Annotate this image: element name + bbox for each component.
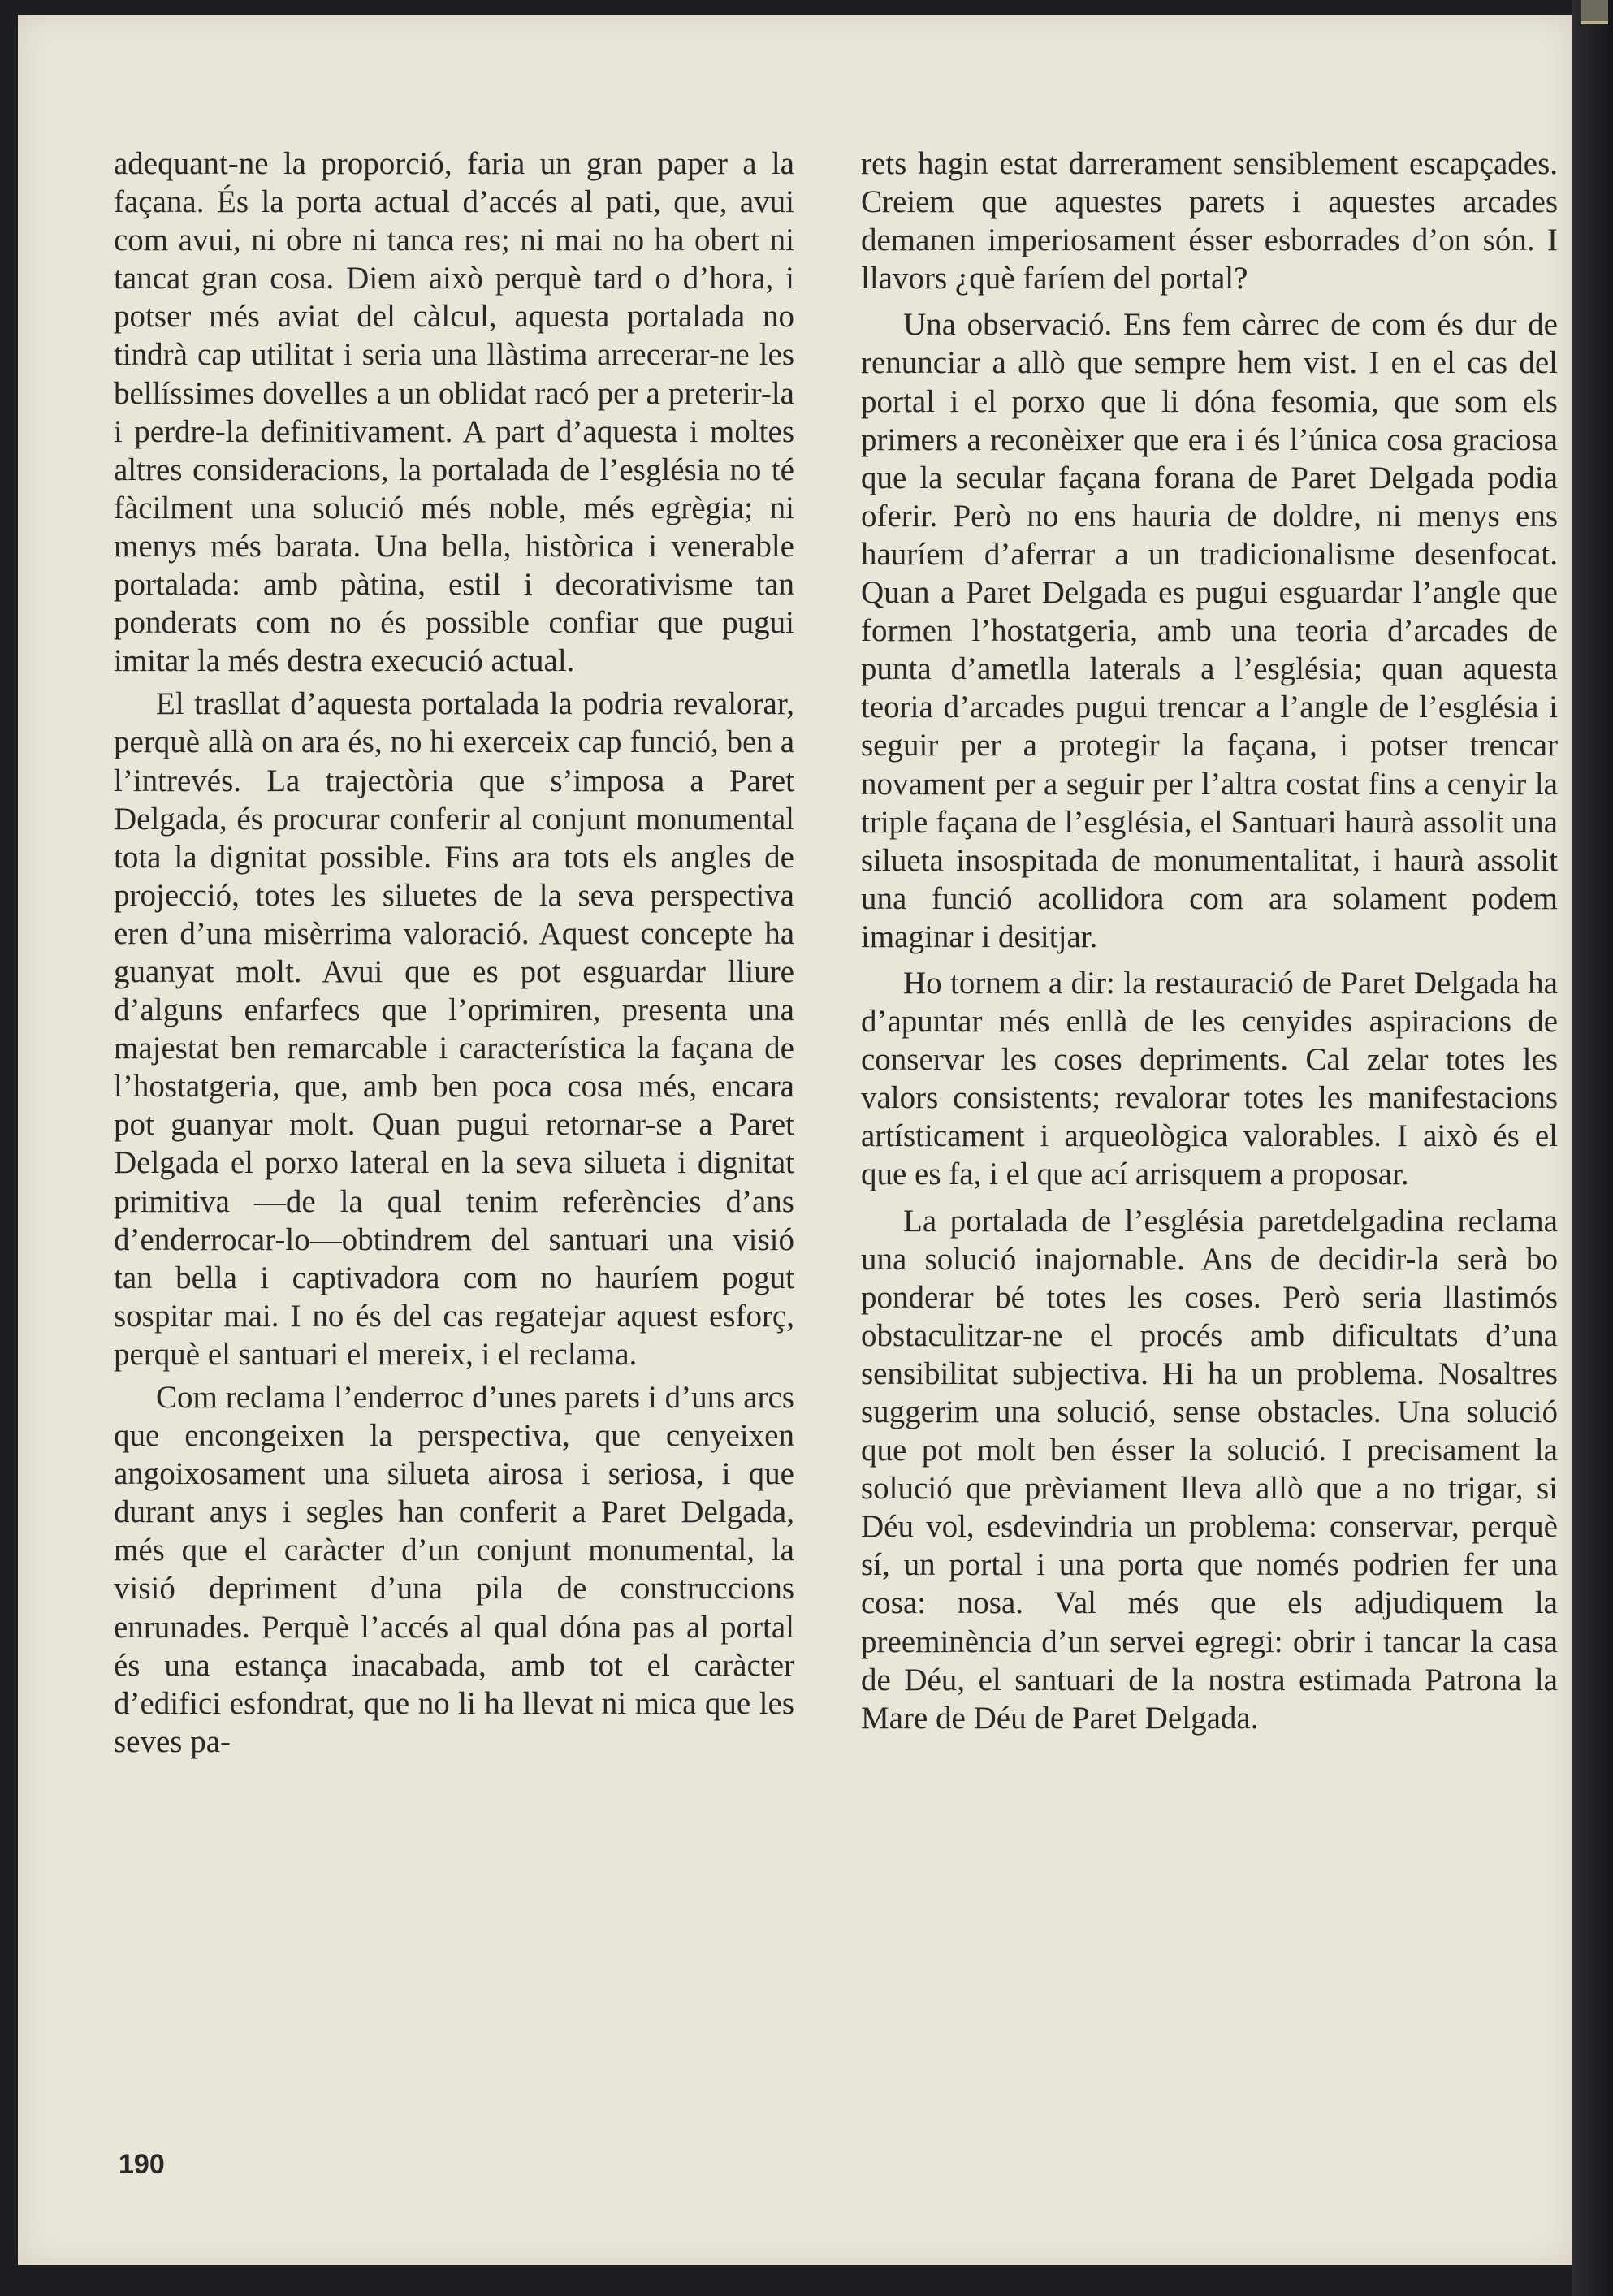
corner-mark — [1581, 0, 1608, 24]
left-column — [114, 145, 794, 1761]
right-column — [861, 145, 1558, 1737]
paragraph: El trasllat d’aquesta portalada la podria revalorar, perquè allà on ara és, no hi exerceix cap funció, ben a l’intrevés. La trajectòria que s’imposa a Paret Delgada, és procurar conferir al conjunt monumental tota la dignitat possible. Fins ara tots els angles de projecció, totes les siluetes de la seva perspectiva eren d’una misèrrima valoració. Aquest concepte ha guanyat molt. Avui que es pot esguardar lliure d’alguns enfarfecs que l’oprimiren, presenta una majestat ben remarcable i característica la façana de l’hostatgeria, que, amb ben poca cosa més, encara pot guanyar molt. Quan pugui retornar-se a Paret Delgada el porxo lateral en la seva silueta i dignitat primitiva —de la qual tenim referències d’ans d’enderrocar-lo—obtindrem del santuari una visió tan bella i captivadora com no hauríem pogut sospitar mai. I no és del cas regatejar aquest esforç, perquè el santuari el mereix, i el reclama. — [114, 686, 794, 1372]
paragraph: rets hagin estat darrerament sensiblement escapçades. Creiem que aquestes parets i aquestes arcades demanen imperiosament ésser esborrades d’on són. I llavors ¿què faríem del portal? — [861, 146, 1558, 296]
paragraph: adequant-ne la proporció, faria un gran paper a la façana. És la porta actual d’accés al pati, que, avui com avui, ni obre ni tanca res; ni mai no ha obert ni tancat gran cosa. Diem això perquè tard o d’hora, i potser més aviat del càlcul, aquesta portalada no tindrà cap utilitat i seria una llàstima arrecerar-ne les bellíssimes dovelles a un oblidat racó per a preterir-la i perdre-la definitivament. A part d’aquesta i moltes altres consideracions, la portalada de l’església no té fàcilment una solució més noble, més egrègia; ni menys més barata. Una bella, històrica i venerable portalada: amb pàtina, estil i decorativisme tan ponderats com no és possible confiar que pugui imitar la més destra execució actual. — [114, 146, 794, 679]
page-number: 190 — [119, 2149, 165, 2180]
paragraph: Una observació. Ens fem càrrec de com és dur de renunciar a allò que sempre hem vist. I en el cas del portal i el porxo que li dóna fesomia, que som els primers a reconèixer que era i és l’única cosa graciosa que la secular façana forana de Paret Delgada podia oferir. Però no ens hauria de doldre, ni menys ens hauríem d’aferrar a un tradicionalisme desenfocat. Quan a Paret Delgada es pugui esguardar l’angle que formen l’hostatgeria, amb una teoria d’arcades de punta d’ametlla laterals a l’església; quan aquesta teoria d’arcades pugui trencar a l’angle de l’església i seguir per a protegir la façana, i potser trencar novament per a seguir per l’altra costat fins a cenyir la triple façana de l’església, el Santuari haurà assolit una silueta insospitada de monumentalitat, i haurà assolit una funció acollidora com ara solament podem imaginar i desitjar. — [861, 307, 1558, 954]
paragraph: La portalada de l’església paretdelgadina reclama una solució inajornable. Ans de decidir-la serà bo ponderar bé totes les coses. Però seria llastimós obstaculitzar-ne el procés amb dificultats d’una sensibilitat subjectiva. Hi ha un problema. Nosaltres suggerim una solució, sense obstacles. Una solució que pot molt ben ésser la solució. I precisament la solució que prèviament lleva allò que a no trigar, si Déu vol, esdevindria un problema: conservar, perquè sí, un portal i una porta que només podrien fer una cosa: nosa. Val més que els adjudiquem la preeminència d’un servei egregi: obrir i tancar la casa de Déu, el santuari de la nostra estimada Patrona la Mare de Déu de Paret Delgada. — [861, 1203, 1558, 1736]
paragraph: Ho tornem a dir: la restauració de Paret Delgada ha d’apuntar més enllà de les cenyides aspiracions de conservar les coses depriments. Cal zelar totes les valors consistents; revalorar totes les manifestacions artísticament i arqueològica valorables. I això és el que es fa, i el que ací arrisquem a proposar. — [861, 965, 1558, 1192]
scan-edge — [1572, 0, 1613, 2296]
paragraph: Com reclama l’enderroc d’unes parets i d’uns arcs que encongeixen la perspectiva, que cenyeixen angoixosament una silueta airosa i seriosa, i que durant anys i segles han conferit a Paret Delgada, més que el caràcter d’un conjunt monumental, la visió depriment d’una pila de construccions enrunades. Perquè l’accés al qual dóna pas al portal és una estança inacabada, amb tot el caràcter d’edifici esfondrat, que no li ha llevat ni mica que les seves pa- — [114, 1380, 794, 1759]
